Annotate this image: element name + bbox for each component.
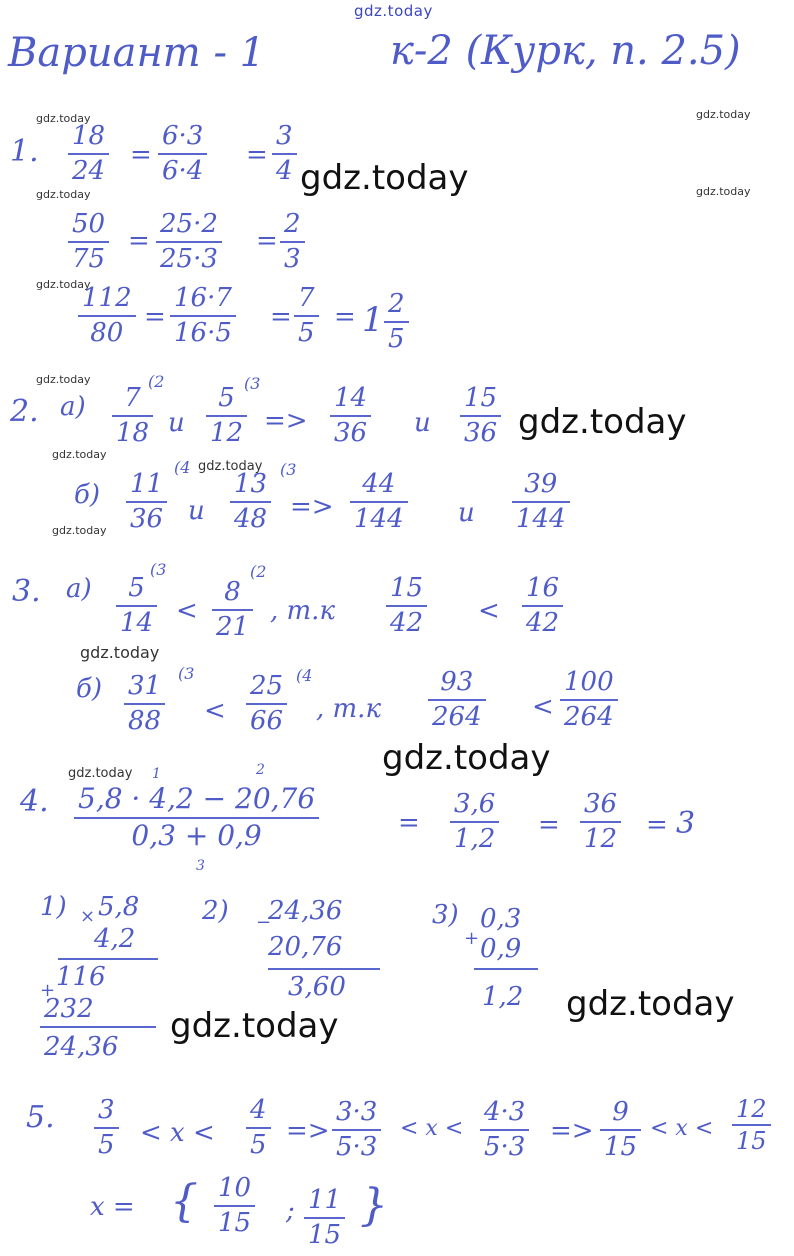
multiply-sign: × [80,906,96,927]
watermark: gdz.today [198,459,263,474]
watermark-large: gdz.today [566,984,735,1024]
fraction: 25 66 [246,672,287,735]
less-than: < [204,696,226,726]
watermark-large: gdz.today [518,402,687,442]
fraction: 2 3 [280,210,305,273]
multiplier: (3 [280,460,297,479]
calc-line: 5,8 [98,892,140,922]
fraction: 16 42 [522,574,563,637]
calc-rule [58,958,158,960]
header-work: к-2 (Курк, п. 2.5) [390,28,741,74]
watermark: gdz.today [696,108,751,121]
multiplier: (4 [174,458,191,477]
fraction: 31 88 [124,672,165,735]
fraction: 50 75 [68,210,109,273]
multiplier: (4 [296,666,313,685]
calc-line: 3,60 [288,972,346,1002]
fraction: 112 80 [78,284,136,347]
fraction: 36 12 [580,790,621,853]
fraction: 10 15 [214,1174,255,1237]
inequality: < x < [140,1118,215,1148]
task2-number: 2. [10,394,39,429]
task1-number: 1. [10,134,39,169]
watermark-large: gdz.today [170,1006,339,1046]
watermark: gdz.today [36,112,91,125]
watermark-large: gdz.today [382,738,551,778]
separator: ; [286,1196,295,1226]
task4-number: 4. [20,784,49,819]
since-word: , т.к [316,694,381,724]
step-mark: 2 [256,762,265,778]
and-word: и [414,408,431,438]
fraction: 18 24 [68,122,109,185]
and-word: и [168,408,185,438]
step-mark: 1 [152,766,161,782]
site-logo: gdz.today [354,2,433,20]
fraction: 4 5 [246,1096,271,1159]
plus-sign: + [40,980,56,1001]
fraction: 11 15 [304,1186,345,1249]
calc-label: 1) [40,892,67,922]
calc-line: 24,36 [44,1032,119,1062]
fraction: 39 144 [512,470,570,533]
implies-arrow: => [290,492,334,522]
calc-line: 20,76 [268,932,343,962]
equals-sign: = [398,808,420,838]
answer-prefix: x = [90,1192,135,1222]
multiplier: (2 [148,372,165,391]
inequality: < x < [650,1116,714,1141]
watermark: gdz.today [36,373,91,386]
fraction: 15 36 [460,384,501,447]
multiplier: (2 [250,562,267,581]
expression-fraction: 5,8 · 4,2 − 20,76 0,3 + 0,9 [74,784,319,852]
fraction: 93 264 [428,668,486,731]
equals-sign: = [144,302,166,332]
mixed-whole: 1 [362,300,384,340]
calc-label: 2) [202,896,229,926]
watermark: gdz.today [52,448,107,461]
fraction: 12 15 [732,1096,771,1155]
fraction: 9 15 [600,1098,641,1161]
brace-open: { [170,1176,198,1227]
label-b: б) [74,480,101,510]
and-word: и [458,498,475,528]
equals-sign: = [256,226,278,256]
calc-line: 232 [44,994,94,1024]
fraction: 3·3 5·3 [332,1098,381,1161]
fraction: 6·3 6·4 [158,122,207,185]
less-than: < [176,596,198,626]
fraction: 100 264 [560,668,618,731]
equals-sign: = [130,140,152,170]
calc-rule [474,968,538,970]
fraction: 11 36 [126,470,167,533]
fraction: 44 144 [350,470,408,533]
multiplier: (3 [150,560,167,579]
minus-sign: − [256,912,272,933]
label-a: а) [60,392,86,422]
label-b: б) [76,674,103,704]
inequality: < x < [400,1116,464,1141]
header-variant: Вариант - 1 [8,30,266,76]
fraction: 7 18 [112,384,153,447]
fraction: 13 48 [230,470,271,533]
watermark-large: gdz.today [300,158,469,198]
fraction: 8 21 [212,578,253,641]
equals-sign: = [538,810,560,840]
multiplier: (3 [178,664,195,683]
calc-line: 116 [56,962,106,992]
fraction: 5 14 [116,574,157,637]
implies-arrow: => [264,406,308,436]
calc-line: 0,9 [480,934,522,964]
watermark: gdz.today [696,185,751,198]
calc-line: 0,3 [480,904,522,934]
less-than: < [532,692,554,722]
fraction: 16·7 16·5 [170,284,236,347]
fraction: 5 12 [206,384,247,447]
less-than: < [478,596,500,626]
watermark: gdz.today [80,643,160,662]
multiplier: (3 [244,374,261,393]
equals-sign: = [246,140,268,170]
label-a: а) [66,574,92,604]
task3-number: 3. [12,574,41,609]
since-word: , т.к [270,596,335,626]
watermark: gdz.today [68,766,133,781]
brace-close: } [360,1180,388,1231]
equals-sign: = [334,302,356,332]
fraction: 3 4 [272,122,297,185]
calc-line: 24,36 [268,896,343,926]
fraction: 25·2 25·3 [156,210,222,273]
watermark: gdz.today [52,524,107,537]
calc-rule [40,1026,156,1028]
watermark: gdz.today [36,188,91,201]
watermark: gdz.today [36,278,91,291]
task5-number: 5. [26,1100,55,1135]
implies-arrow: => [286,1116,330,1146]
fraction: 3 5 [94,1096,119,1159]
fraction: 3,6 1,2 [450,790,499,853]
result: 3 [676,806,696,841]
calc-line: 1,2 [482,982,524,1012]
fraction: 2 5 [384,290,409,353]
step-mark: 3 [196,858,205,874]
and-word: и [188,496,205,526]
calc-rule [268,968,380,970]
calc-line: 4,2 [94,924,136,954]
equals-sign: = [128,226,150,256]
plus-sign: + [464,928,480,949]
fraction: 14 36 [330,384,371,447]
fraction: 7 5 [294,284,319,347]
fraction: 15 42 [386,574,427,637]
calc-label: 3) [432,900,459,930]
equals-sign: = [646,810,668,840]
fraction: 4·3 5·3 [480,1098,529,1161]
equals-sign: = [270,302,292,332]
implies-arrow: => [550,1116,594,1146]
